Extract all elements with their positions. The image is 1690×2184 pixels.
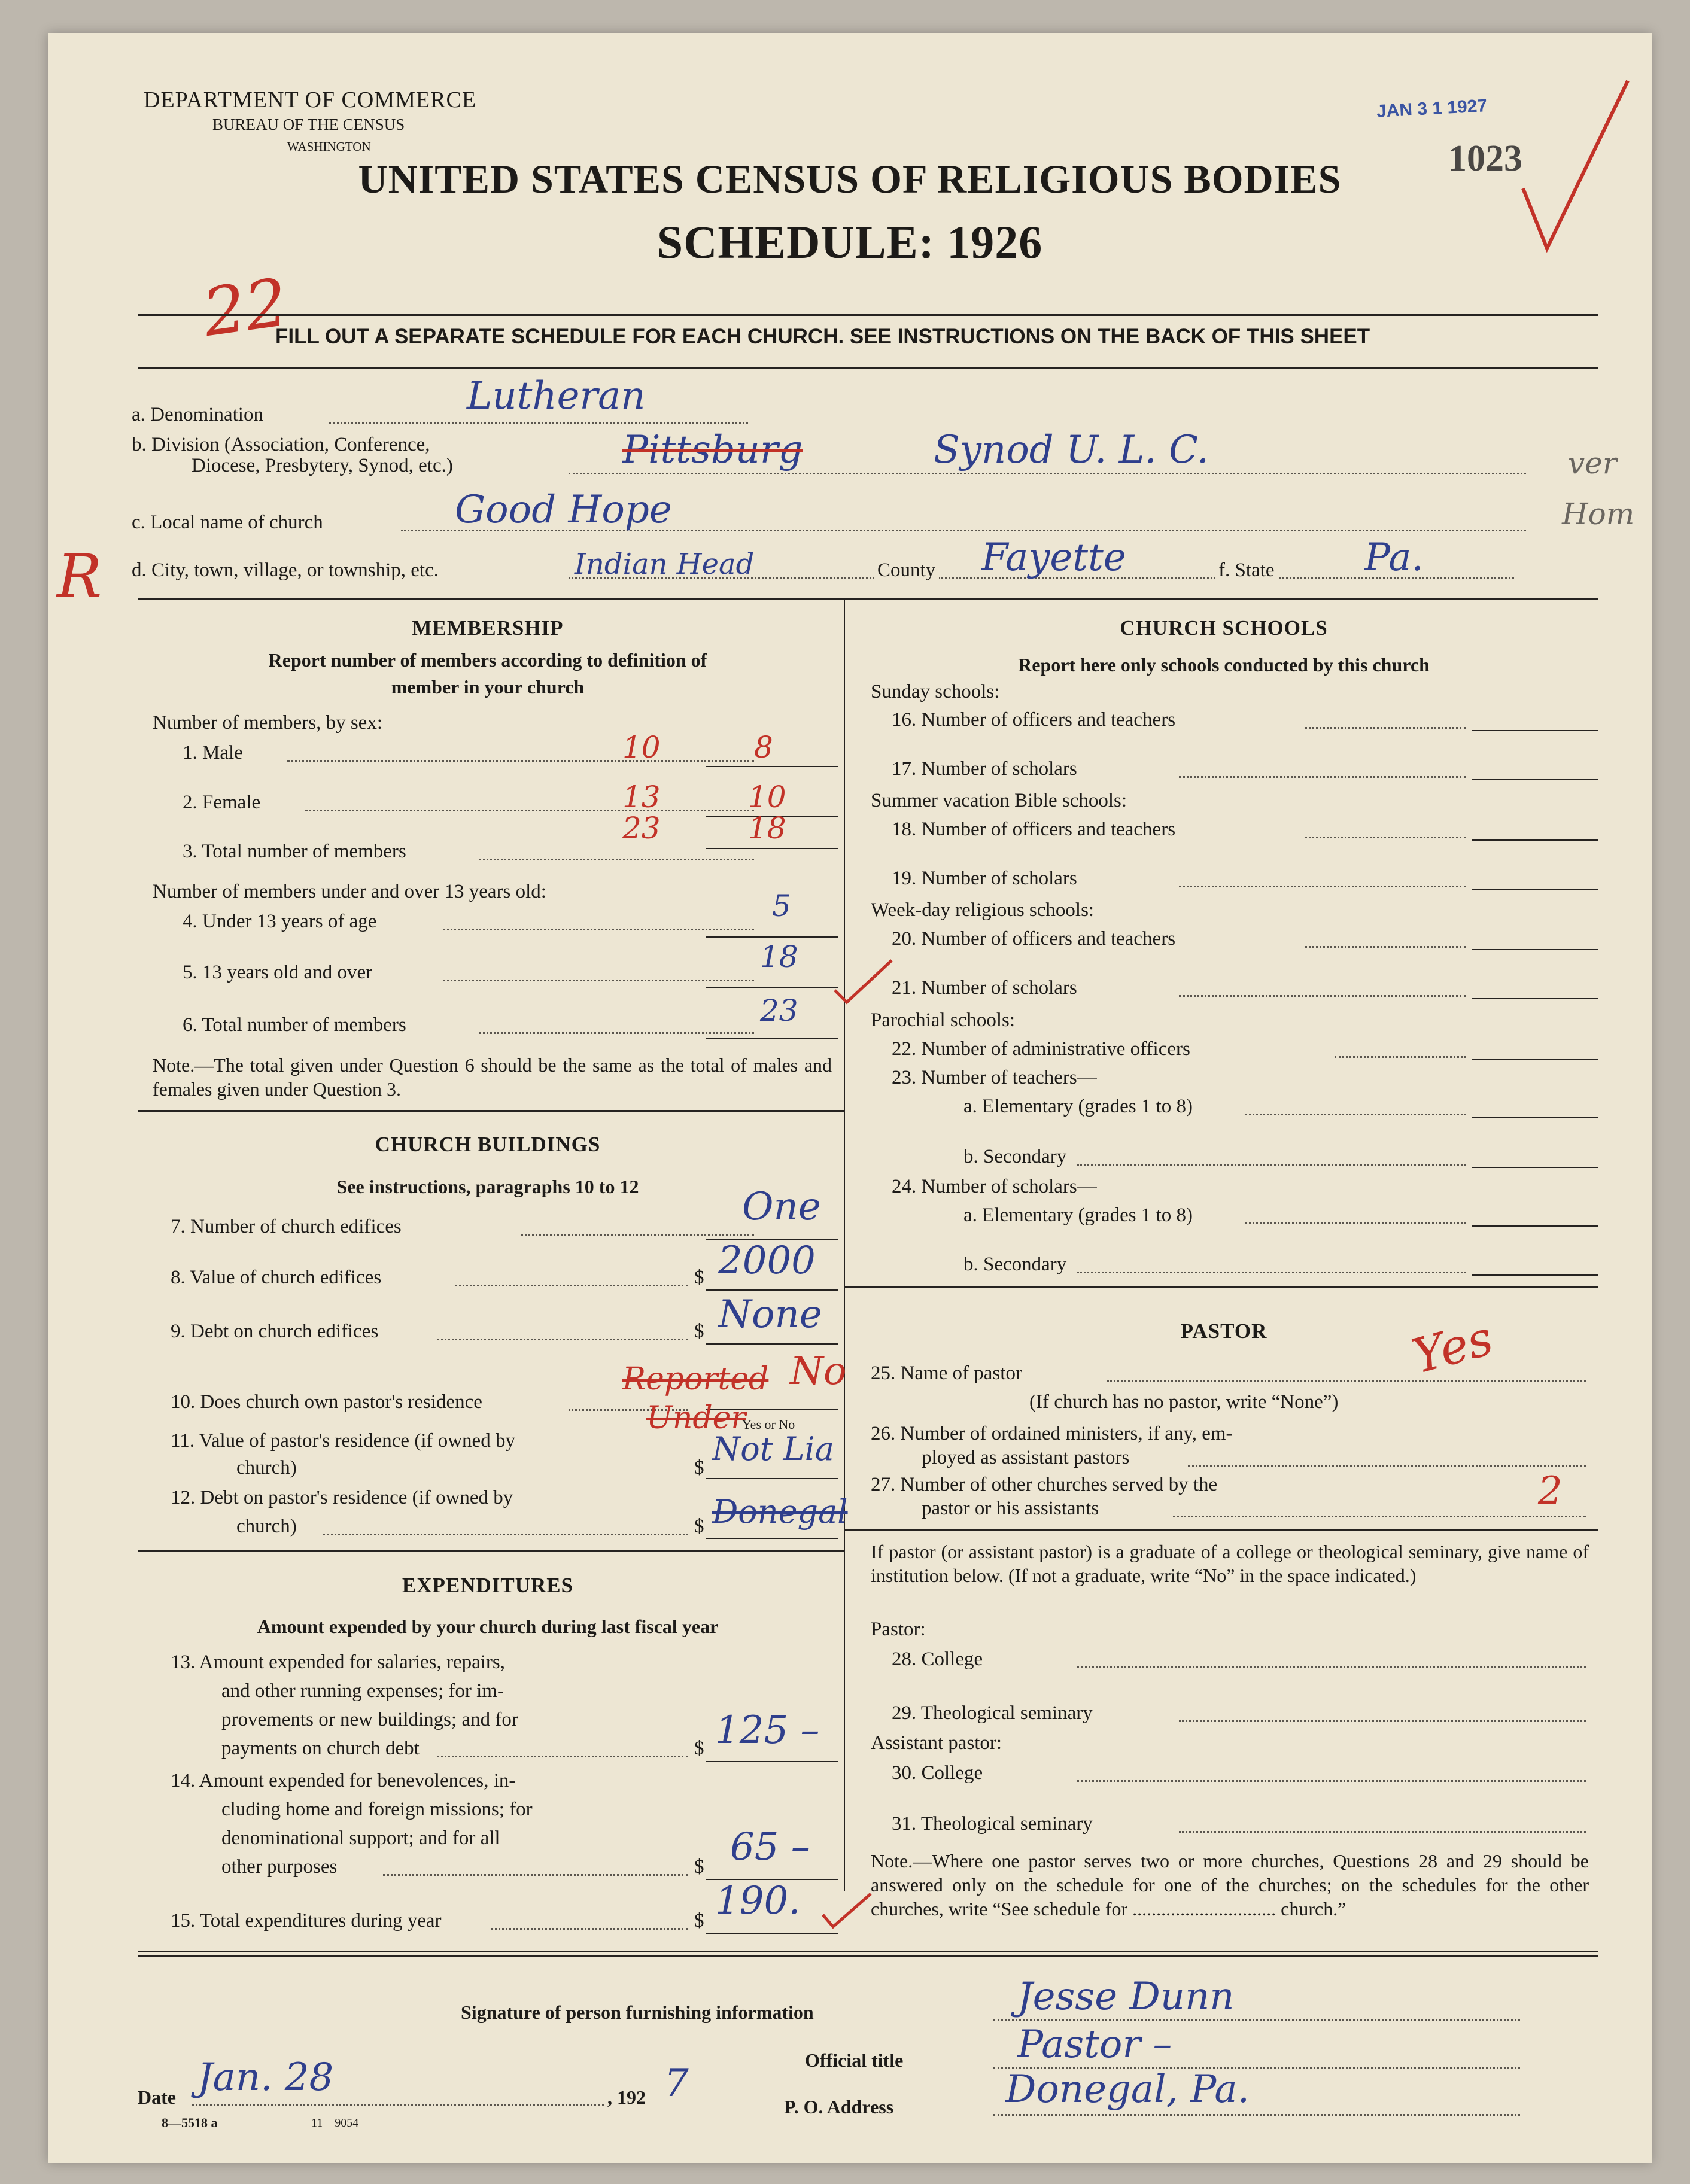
state-value: Pa. — [1364, 536, 1424, 580]
q5-over13-label: 5. 13 years old and over — [183, 962, 373, 983]
q11-yes-no-hint: Yes or No — [742, 1417, 795, 1432]
q9-dollar-sign: $ — [694, 1321, 704, 1342]
q15-dollar-sign: $ — [694, 1910, 704, 1931]
q27-label-1: 27. Number of other churches served by the — [871, 1474, 1218, 1495]
q23b-label: b. Secondary — [963, 1146, 1067, 1167]
q23-label: 23. Number of teachers— — [892, 1067, 1097, 1088]
q27-label-2: pastor or his assistants — [922, 1498, 1099, 1519]
division-value-struck: Pittsburg — [622, 428, 803, 472]
q10-residence-label: 10. Does church own pastor's residence — [171, 1391, 482, 1413]
q4-under13-value: 5 — [772, 889, 791, 923]
buildings-heading: CHURCH BUILDINGS — [375, 1133, 601, 1156]
city-name: WASHINGTON — [287, 139, 371, 154]
bureau-name: BUREAU OF THE CENSUS — [212, 115, 405, 133]
date-label: Date — [138, 2086, 176, 2108]
expenditures-subheading: Amount expended by your church during last fiscal year — [257, 1616, 719, 1637]
q11-value-label-2: church) — [236, 1457, 297, 1479]
q10-residence-value: No — [790, 1349, 847, 1394]
q4-under13-label: 4. Under 13 years of age — [183, 911, 377, 932]
q29-label: 29. Theological seminary — [892, 1702, 1093, 1724]
membership-subheading-1: Report number of members according to definition of — [268, 649, 707, 671]
year-value: 7 — [664, 2061, 689, 2106]
department-name: DEPARTMENT OF COMMERCE — [144, 87, 477, 112]
division-label-2: Diocese, Presbytery, Synod, etc.) — [192, 455, 453, 476]
q10-struck-value: Reported — [622, 1361, 769, 1397]
q14-label-2: cluding home and foreign missions; for — [221, 1799, 533, 1820]
pastor-note: Note.—Where one pastor serves two or more churches, Questions 28 and 29 should be answered only on the schedule for one of the churches; on the schedules for the other churches, write “See schedule for .............................. church.” — [871, 1850, 1589, 1920]
q3-red-value: 23 — [622, 811, 661, 845]
date-value: Jan. 28 — [197, 2055, 334, 2100]
q9-debt-label: 9. Debt on church edifices — [171, 1321, 379, 1342]
print-code: 11—9054 — [311, 2116, 359, 2130]
check-mark-icon — [832, 954, 898, 1008]
official-title-label: Official title — [805, 2049, 904, 2071]
division-value: Synod U. L. C. — [934, 428, 1209, 472]
q2-red-value: 13 — [622, 780, 661, 814]
q5-over13-value: 18 — [760, 939, 798, 974]
division-label: b. Division (Association, Conference, — [132, 434, 430, 455]
official-title-value: Pastor – — [1017, 2022, 1172, 2067]
q2-female-value: 10 — [748, 780, 786, 814]
margin-hom-note: Hom — [1562, 497, 1635, 531]
margin-ver-note: ver — [1568, 446, 1617, 480]
q14-label-4: other purposes — [221, 1856, 338, 1878]
q13-label-2: and other running expenses; for im- — [221, 1680, 504, 1702]
expenditures-heading: EXPENDITURES — [402, 1574, 574, 1597]
q1-male-value: 8 — [754, 730, 773, 765]
q28-label: 28. College — [892, 1648, 983, 1670]
pastor-heading: PASTOR — [1180, 1319, 1268, 1343]
membership-subheading-2: member in your church — [391, 676, 585, 698]
q6-total-value: 23 — [760, 993, 798, 1028]
check-mark-icon — [820, 1891, 874, 1933]
q25-label: 25. Name of pastor — [871, 1362, 1022, 1384]
graduate-note: If pastor (or assistant pastor) is a graduate of a college or theological seminary, give name of institution below. (If not a graduate, write “No” in the space indicated.) — [871, 1541, 1589, 1586]
under-over-label: Number of members under and over 13 years old: — [153, 881, 546, 902]
date-stamp: JAN 3 1 1927 — [1376, 96, 1488, 121]
q25-mark: Yes — [1406, 1310, 1499, 1385]
q12-debt-label-2: church) — [236, 1516, 297, 1537]
assistant-pastor-sublabel: Assistant pastor: — [871, 1732, 1002, 1754]
q12-debt-value: Donegal — [712, 1493, 848, 1531]
q1-red-value: 10 — [622, 730, 661, 765]
q11-value-label: 11. Value of pastor's residence (if owned by — [171, 1430, 515, 1452]
q26-label-2: ployed as assistant pastors — [922, 1447, 1130, 1468]
q3-total-value: 18 — [748, 811, 786, 845]
q11-dollar-sign: $ — [694, 1457, 704, 1479]
signature-value: Jesse Dunn — [1017, 1975, 1235, 2019]
county-label: County — [874, 559, 939, 582]
city-label: d. City, town, village, or township, etc. — [132, 559, 439, 581]
pastor-sublabel: Pastor: — [871, 1619, 926, 1640]
q22-label: 22. Number of administrative officers — [892, 1038, 1190, 1060]
q19-label: 19. Number of scholars — [892, 868, 1077, 889]
schools-subheading: Report here only schools conducted by this church — [1018, 654, 1430, 676]
form-number-stamp: 1023 — [1448, 138, 1522, 179]
q8-dollar-sign: $ — [694, 1267, 704, 1288]
membership-note: Note.—The total given under Question 6 should be the same as the total of males and females given under Question 3. — [153, 1054, 832, 1100]
buildings-subheading: See instructions, paragraphs 10 to 12 — [336, 1176, 639, 1197]
county-value: Fayette — [981, 536, 1126, 580]
q13-amount-value: 125 – — [715, 1708, 820, 1753]
q31-label: 31. Theological seminary — [892, 1813, 1093, 1835]
po-address-label: P. O. Address — [784, 2096, 894, 2118]
denomination-label: a. Denomination — [132, 404, 263, 425]
q13-label-1: 13. Amount expended for salaries, repairs, — [171, 1651, 506, 1673]
q18-label: 18. Number of officers and teachers — [892, 819, 1176, 840]
instruction-banner: FILL OUT A SEPARATE SCHEDULE FOR EACH CHURCH. SEE INSTRUCTIONS ON THE BACK OF THIS SHEET — [275, 325, 1370, 348]
q1-male-label: 1. Male — [183, 742, 243, 764]
weekday-schools-label: Week-day religious schools: — [871, 899, 1095, 921]
q8-value-value: 2000 — [718, 1239, 816, 1283]
members-by-sex-label: Number of members, by sex: — [153, 712, 382, 734]
q25-note: (If church has no pastor, write “None”) — [1029, 1391, 1339, 1413]
q2-female-label: 2. Female — [183, 792, 261, 813]
local-name-label: c. Local name of church — [132, 512, 323, 533]
q21-label: 21. Number of scholars — [892, 977, 1077, 999]
q11-value-value: Not Lia — [712, 1430, 834, 1468]
membership-heading: MEMBERSHIP — [412, 616, 564, 640]
q16-label: 16. Number of officers and teachers — [892, 709, 1176, 731]
q15-total-value: 190. — [715, 1879, 801, 1923]
q14-amount-value: 65 – — [730, 1825, 810, 1869]
q13-label-4: payments on church debt — [221, 1738, 420, 1759]
q27-value: 2 — [1538, 1469, 1563, 1513]
local-name-value: Good Hope — [455, 488, 672, 532]
q13-dollar-sign: $ — [694, 1738, 704, 1759]
q24-label: 24. Number of scholars— — [892, 1176, 1097, 1197]
q14-dollar-sign: $ — [694, 1856, 704, 1878]
form-code: 8—5518 a — [162, 2115, 218, 2130]
denomination-value: Lutheran — [467, 374, 646, 418]
q24b-label: b. Secondary — [963, 1254, 1067, 1275]
q23a-label: a. Elementary (grades 1 to 8) — [963, 1096, 1193, 1117]
q12-debt-label: 12. Debt on pastor's residence (if owned by — [171, 1487, 513, 1508]
q26-label-1: 26. Number of ordained ministers, if any, em- — [871, 1423, 1233, 1444]
signature-label: Signature of person furnishing information — [461, 2002, 814, 2023]
parochial-schools-label: Parochial schools: — [871, 1009, 1016, 1031]
q7-edifices-value: One — [742, 1185, 821, 1229]
q14-label-1: 14. Amount expended for benevolences, in- — [171, 1770, 516, 1791]
po-address-value: Donegal, Pa. — [1005, 2067, 1250, 2112]
q14-label-3: denominational support; and for all — [221, 1827, 500, 1849]
q6-total-label: 6. Total number of members — [183, 1014, 406, 1036]
form-title: UNITED STATES CENSUS OF RELIGIOUS BODIES — [358, 156, 1342, 202]
sunday-schools-label: Sunday schools: — [871, 681, 1000, 702]
q11-struck-value: Under — [646, 1400, 746, 1436]
q8-value-label: 8. Value of church edifices — [171, 1267, 382, 1288]
summer-schools-label: Summer vacation Bible schools: — [871, 790, 1127, 811]
q7-edifices-label: 7. Number of church edifices — [171, 1216, 402, 1237]
margin-r-mark: R — [57, 542, 102, 612]
schools-heading: CHURCH SCHOOLS — [1120, 616, 1328, 640]
city-value: Indian Head — [575, 547, 755, 581]
state-label: f. State — [1215, 559, 1278, 582]
q17-label: 17. Number of scholars — [892, 758, 1077, 780]
q24a-label: a. Elementary (grades 1 to 8) — [963, 1204, 1193, 1226]
q3-total-label: 3. Total number of members — [183, 841, 406, 862]
schedule-year: SCHEDULE: 1926 — [656, 216, 1043, 268]
q12-dollar-sign: $ — [694, 1516, 704, 1537]
year-prefix: , 192 — [607, 2086, 646, 2108]
margin-count-mark: 22 — [198, 263, 293, 352]
q13-label-3: provements or new buildings; and for — [221, 1709, 518, 1730]
q15-total-label: 15. Total expenditures during year — [171, 1910, 442, 1931]
q20-label: 20. Number of officers and teachers — [892, 928, 1176, 950]
q30-label: 30. College — [892, 1762, 983, 1784]
census-schedule-sheet — [48, 33, 1652, 2163]
q9-debt-value: None — [718, 1292, 822, 1337]
